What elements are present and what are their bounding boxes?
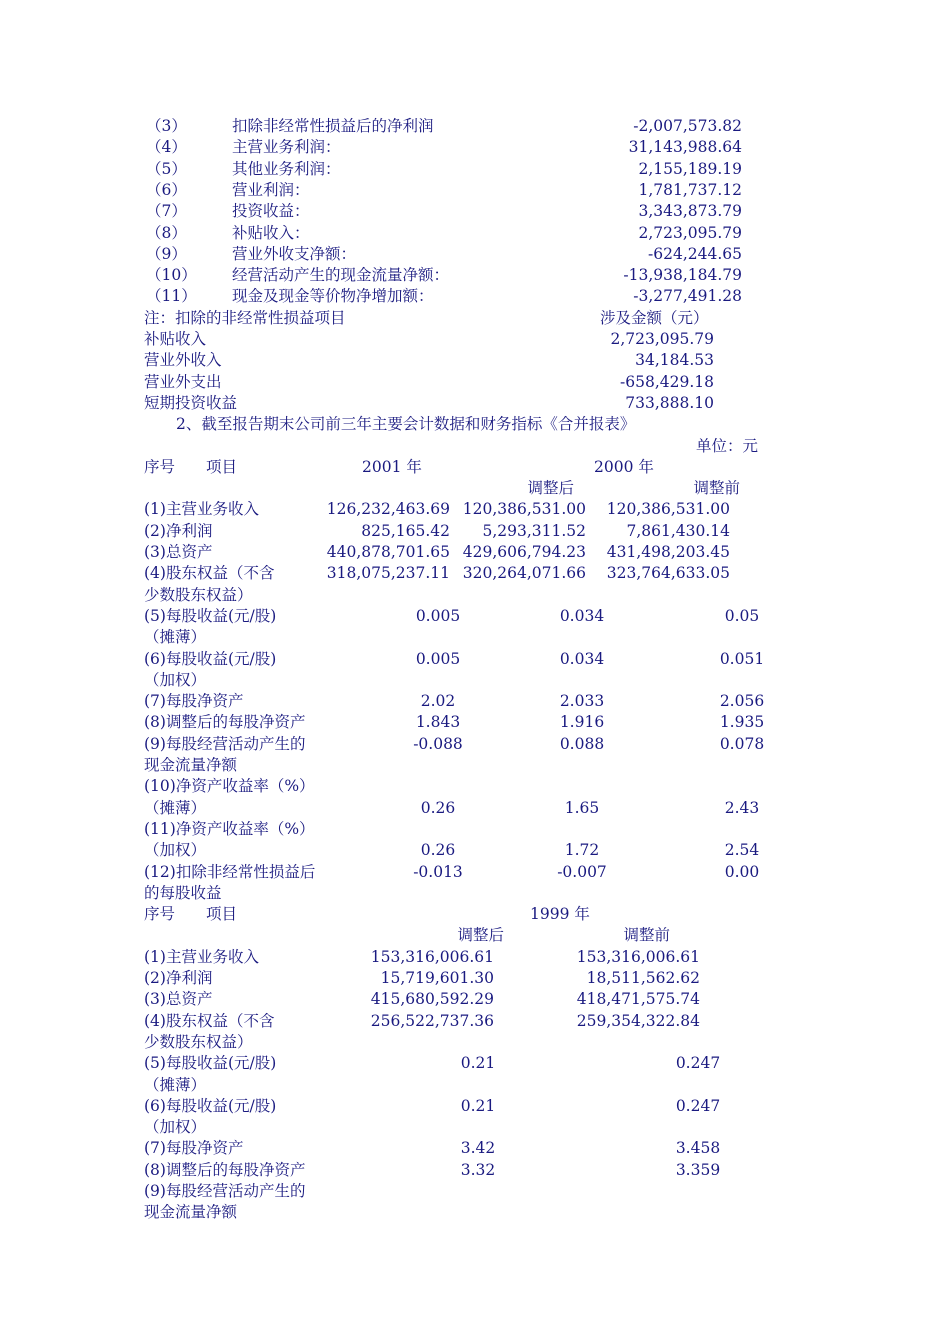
note-row-value: 733,888.10	[625, 393, 714, 412]
value-2000-adjusted: 1.72	[564, 841, 600, 860]
value-2000-original: 2.056	[719, 692, 765, 711]
note-row-label: 短期投资收益	[144, 393, 238, 412]
item-number: （8）	[146, 223, 187, 242]
item-value: -3,277,491.28	[633, 287, 742, 306]
item-value: -13,938,184.79	[623, 266, 742, 285]
value-1999-original: 3.359	[675, 1160, 721, 1179]
item-label: 主营业务利润：	[232, 138, 341, 157]
item-value: 31,143,988.64	[628, 138, 742, 157]
item-label: 投资收益：	[232, 202, 310, 221]
value-2000-adjusted: -0.007	[557, 862, 607, 881]
year-2001: 2001 年	[362, 457, 422, 476]
value-2000-adjusted: 1.916	[559, 713, 605, 732]
value-2000-original: 120,386,531.00	[606, 500, 730, 519]
value-2000-adjusted: 120,386,531.00	[462, 500, 586, 519]
row-label: (1)主营业务收入	[144, 500, 259, 519]
note-row-value: 2,723,095.79	[610, 330, 714, 348]
year-1999: 1999 年	[530, 905, 590, 924]
value-1999-original: 3.458	[675, 1139, 721, 1158]
value-2000-adjusted: 1.65	[564, 798, 600, 817]
row-label: (12)扣除非经常性损益后	[144, 862, 316, 881]
row-label-cont: 现金流量净额	[144, 756, 238, 774]
value-2000-adjusted: 320,264,071.66	[462, 564, 586, 583]
value-2000-original: 0.00	[724, 862, 760, 881]
item-number: （4）	[146, 138, 187, 157]
value-1999-adjusted: 415,680,592.29	[370, 990, 494, 1009]
note-row-label: 营业外支出	[144, 372, 222, 391]
value-1999-adjusted: 0.21	[460, 1054, 496, 1073]
value-2001: 126,232,463.69	[326, 500, 450, 519]
value-2001: 1.843	[415, 713, 461, 732]
item-value: -624,244.65	[648, 244, 742, 263]
value-2000-original: 7,861,430.14	[626, 521, 730, 540]
value-2000-adjusted: 5,293,311.52	[482, 521, 586, 540]
item-label: 现金及现金等价物净增加额：	[232, 287, 434, 306]
row-label-cont: （加权）	[144, 841, 207, 860]
row-label-cont: 少数股东权益）	[144, 585, 253, 604]
note-row-value: 34,184.53	[635, 351, 714, 370]
adjusted-after-2: 调整后	[457, 926, 504, 945]
value-2000-adjusted: 0.034	[559, 606, 605, 625]
value-1999-adjusted: 153,316,006.61	[370, 947, 494, 966]
row-label: (9)每股经营活动产生的	[144, 1182, 306, 1200]
item-value: 3,343,873.79	[638, 202, 742, 221]
value-2001: 440,878,701.65	[326, 543, 450, 561]
value-2001: 2.02	[420, 692, 456, 711]
row-label: (7)每股净资产	[144, 692, 244, 711]
item-number: （6）	[146, 180, 187, 199]
item-value: -2,007,573.82	[633, 117, 742, 135]
note-row-label: 营业外收入	[144, 351, 222, 370]
year-2000: 2000 年	[594, 457, 654, 476]
value-1999-adjusted: 0.21	[460, 1096, 496, 1115]
value-1999-original: 259,354,322.84	[576, 1011, 700, 1030]
row-label-cont: 现金流量净额	[144, 1203, 238, 1222]
value-2000-original: 0.05	[724, 606, 760, 625]
col-number: 序号	[144, 457, 176, 476]
col-item: 项目	[206, 457, 238, 476]
item-label: 补贴收入：	[232, 223, 310, 242]
row-label-cont: （摊薄）	[144, 628, 207, 647]
item-label: 扣除非经常性损益后的净利润	[232, 117, 434, 135]
row-label: (10)净资产收益率（%）	[144, 777, 315, 796]
item-label: 营业外收支净额：	[232, 244, 357, 263]
value-1999-adjusted: 15,719,601.30	[380, 969, 494, 987]
value-2001: -0.013	[413, 862, 463, 881]
row-label: (4)股东权益（不含	[144, 564, 275, 583]
row-label: (1)主营业务收入	[144, 947, 259, 966]
value-2000-original: 431,498,203.45	[606, 543, 730, 561]
value-2000-adjusted: 0.088	[559, 734, 605, 753]
row-label-cont: （摊薄）	[144, 798, 207, 817]
item-number: （10）	[146, 266, 197, 285]
value-2001: 0.26	[420, 841, 456, 860]
row-label: (5)每股收益(元/股)	[144, 606, 277, 625]
row-label: (7)每股净资产	[144, 1139, 244, 1158]
value-1999-original: 418,471,575.74	[576, 990, 700, 1009]
value-1999-adjusted: 3.32	[460, 1160, 496, 1179]
row-label-cont: 少数股东权益）	[144, 1032, 253, 1051]
row-label: (2)净利润	[144, 969, 213, 987]
row-label: (6)每股收益(元/股)	[144, 649, 277, 668]
item-value: 1,781,737.12	[638, 180, 742, 199]
adjusted-after: 调整后	[527, 479, 574, 498]
value-2001: 0.005	[415, 606, 461, 625]
value-1999-original: 153,316,006.61	[576, 947, 700, 966]
value-2000-original: 0.051	[719, 649, 765, 668]
row-label: (9)每股经营活动产生的	[144, 734, 306, 753]
row-label: (6)每股收益(元/股)	[144, 1096, 277, 1115]
row-label: (2)净利润	[144, 521, 213, 540]
adjusted-before: 调整前	[693, 479, 740, 498]
row-label: (3)总资产	[144, 543, 213, 561]
note-header: 注：扣除的非经常性损益项目	[144, 308, 346, 327]
item-number: （9）	[146, 244, 187, 263]
item-number: （7）	[146, 202, 187, 221]
row-label: (8)调整后的每股净资产	[144, 1160, 306, 1179]
item-number: （3）	[146, 117, 187, 135]
item-label: 营业利润：	[232, 180, 310, 199]
value-1999-original: 0.247	[675, 1054, 721, 1073]
note-row-label: 补贴收入	[144, 330, 207, 348]
value-2001: -0.088	[413, 734, 463, 753]
value-1999-adjusted: 256,522,737.36	[370, 1011, 494, 1030]
value-2000-original: 2.54	[724, 841, 760, 860]
row-label: (11)净资产收益率（%）	[144, 819, 315, 838]
item-number: （11）	[146, 287, 197, 306]
row-label: (5)每股收益(元/股)	[144, 1054, 277, 1073]
row-label-cont: （加权）	[144, 670, 207, 689]
value-2000-original: 323,764,633.05	[606, 564, 730, 583]
item-number: （5）	[146, 159, 187, 178]
value-2000-original: 2.43	[724, 798, 760, 817]
col-number-2: 序号	[144, 905, 176, 924]
value-2001: 318,075,237.11	[326, 564, 450, 583]
item-label: 其他业务利润：	[232, 159, 341, 178]
item-value: 2,723,095.79	[638, 223, 742, 242]
value-2001: 825,165.42	[361, 521, 450, 540]
row-label-cont: （加权）	[144, 1118, 207, 1137]
note-row-value: -658,429.18	[620, 372, 714, 391]
value-2000-adjusted: 429,606,794.23	[462, 543, 586, 561]
row-label: (4)股东权益（不含	[144, 1011, 275, 1030]
item-label: 经营活动产生的现金流量净额：	[232, 266, 450, 285]
adjusted-before-2: 调整前	[623, 926, 670, 945]
value-2001: 0.005	[415, 649, 461, 668]
unit-label: 单位：元	[695, 436, 758, 455]
row-label: (3)总资产	[144, 990, 213, 1009]
item-value: 2,155,189.19	[638, 159, 742, 178]
col-item-2: 项目	[206, 905, 238, 924]
note-amount-header: 涉及金额（元）	[600, 308, 709, 327]
value-2000-original: 1.935	[719, 713, 765, 732]
value-1999-adjusted: 3.42	[460, 1139, 496, 1158]
row-label-cont: （摊薄）	[144, 1075, 207, 1094]
value-2000-adjusted: 2.033	[559, 692, 605, 711]
value-1999-original: 18,511,562.62	[586, 969, 700, 987]
value-2000-adjusted: 0.034	[559, 649, 605, 668]
row-label-cont: 的每股收益	[144, 883, 222, 902]
value-2000-original: 0.078	[719, 734, 765, 753]
value-1999-original: 0.247	[675, 1096, 721, 1115]
section-title: 2、截至报告期末公司前三年主要会计数据和财务指标《合并报表》	[176, 415, 636, 434]
value-2001: 0.26	[420, 798, 456, 817]
row-label: (8)调整后的每股净资产	[144, 713, 306, 732]
